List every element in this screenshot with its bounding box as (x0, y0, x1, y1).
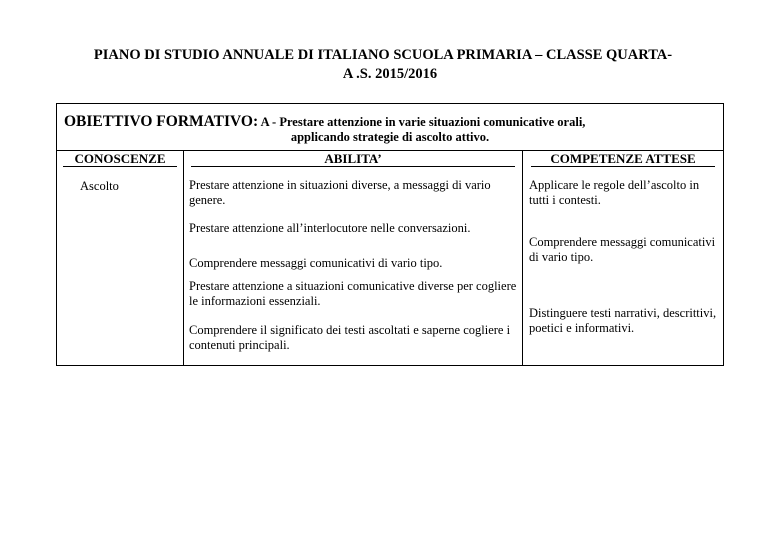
conoscenza-item: Ascolto (80, 179, 119, 193)
column-header-competenze: COMPETENZE ATTESE (523, 152, 723, 167)
document-title: PIANO DI STUDIO ANNUALE DI ITALIANO SCUOLA PRIMARIA – CLASSE QUARTA- (93, 47, 673, 63)
column-header-abilita: ABILITA’ (184, 152, 522, 167)
abilita-item: Prestare attenzione in situazioni diverse, a messaggi di vario genere. (189, 178, 491, 207)
column-divider (522, 150, 523, 365)
abilita-item: Comprendere messaggi comunicativi di vario tipo. (189, 256, 443, 270)
abilita-item: Prestare attenzione a situazioni comunicative diverse per cogliere le informazioni essenziali. (189, 279, 517, 308)
objective-text: A - Prestare attenzione in varie situazioni comunicative orali, (258, 115, 586, 129)
objective-header (57, 104, 723, 151)
school-year: A .S. 2015/2016 (342, 66, 438, 82)
column-divider (183, 150, 184, 365)
objective-text-continued: applicando strategie di ascolto attivo. (290, 130, 490, 144)
competenza-item: Comprendere messaggi comunicativi di vario tipo. (529, 235, 716, 264)
competenza-item: Distinguere testi narrativi, descrittivi, poetici e informativi. (529, 306, 717, 335)
objective-line (64, 113, 585, 131)
abilita-item: Prestare attenzione all’interlocutore nelle conversazioni. (189, 221, 471, 235)
competenza-item: Applicare le regole dell’ascolto in tutti i contesti. (529, 178, 700, 207)
study-plan-table (56, 103, 724, 366)
objective-label: OBIETTIVO FORMATIVO: (64, 113, 259, 130)
abilita-item: Comprendere il significato dei testi ascoltati e saperne cogliere i contenuti principali. (189, 323, 511, 352)
column-header-conoscenze: CONOSCENZE (57, 152, 183, 167)
